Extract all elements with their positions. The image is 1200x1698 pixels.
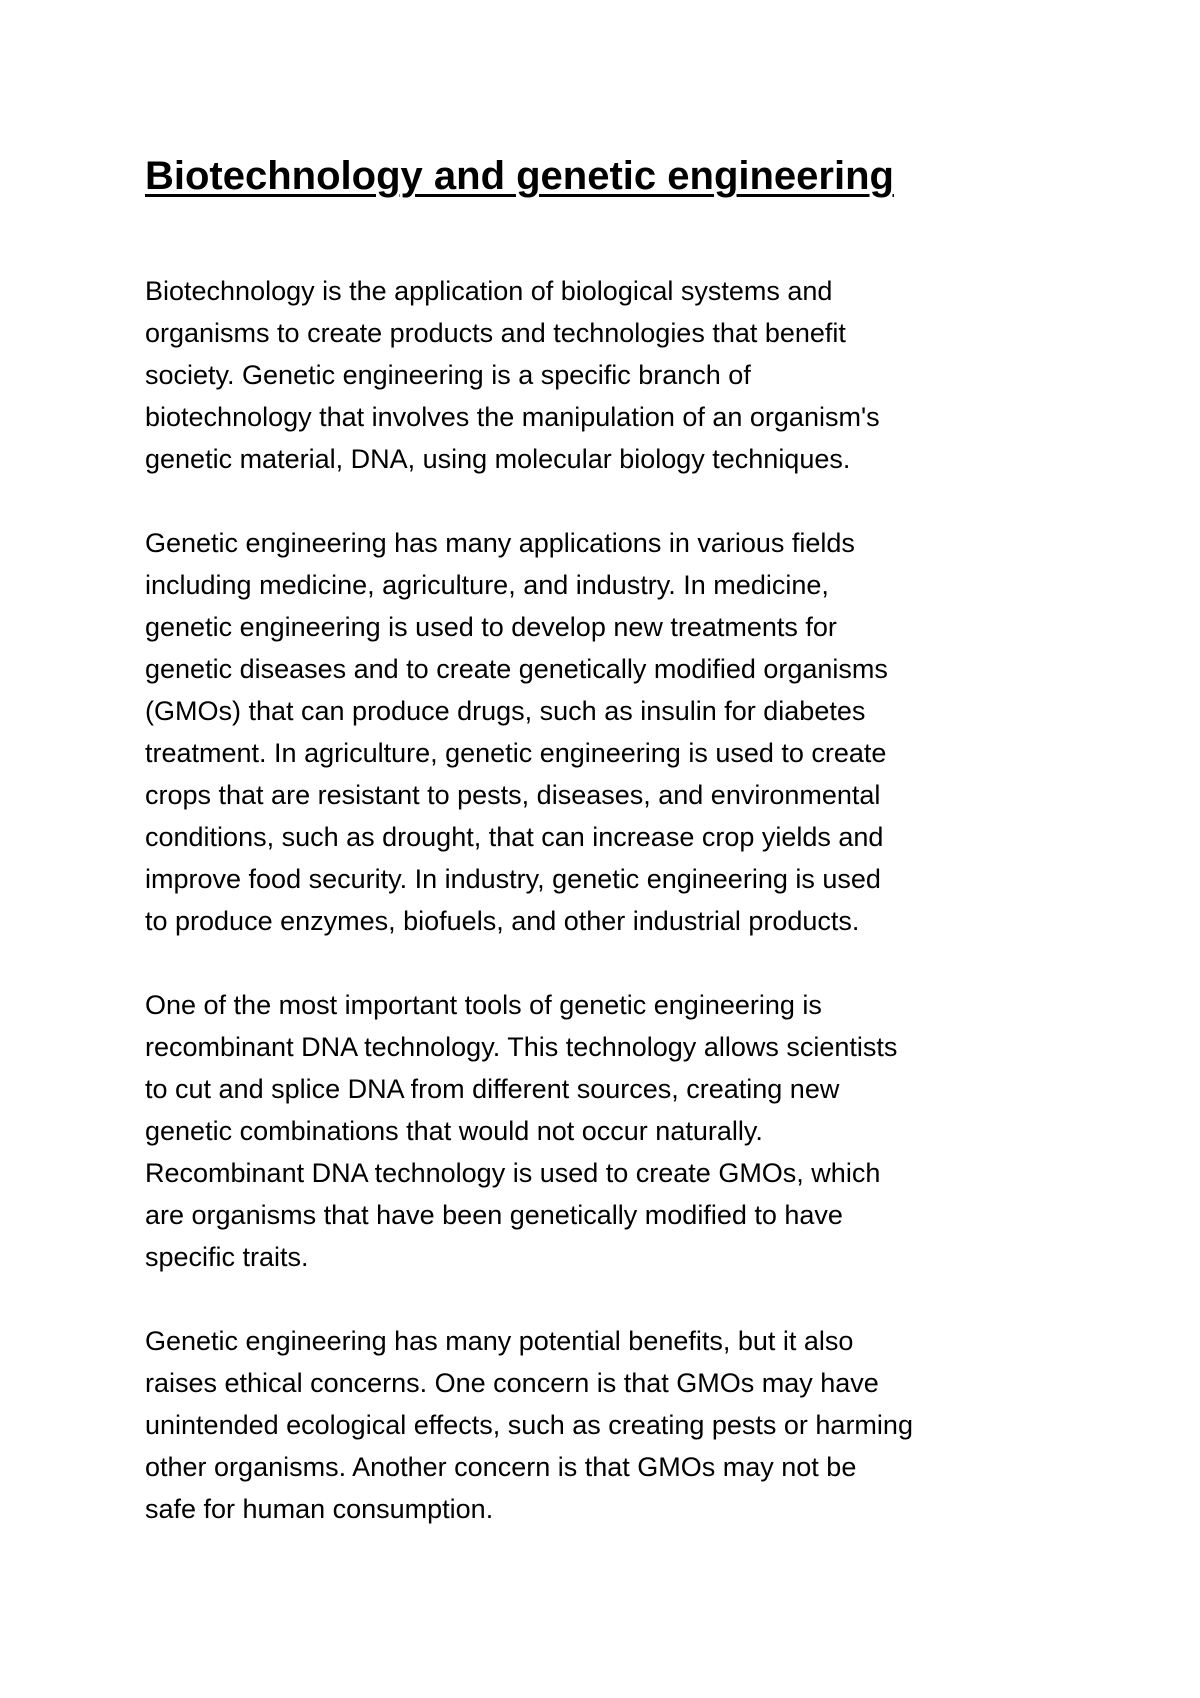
text-line: genetic diseases and to create genetically modified organisms	[145, 654, 888, 684]
text-line: safe for human consumption.	[145, 1494, 494, 1524]
text-line: are organisms that have been genetically modified to have	[145, 1200, 843, 1230]
text-line: genetic material, DNA, using molecular biology techniques.	[145, 444, 851, 474]
document-title: Biotechnology and genetic engineering	[145, 154, 894, 198]
text-line: including medicine, agriculture, and industry. In medicine,	[145, 570, 829, 600]
text-line: specific traits.	[145, 1242, 309, 1272]
text-line: other organisms. Another concern is that GMOs may not be	[145, 1452, 857, 1482]
text-line: genetic combinations that would not occur naturally.	[145, 1116, 763, 1146]
text-line: to produce enzymes, biofuels, and other industrial products.	[145, 906, 860, 936]
text-line: Genetic engineering has many potential benefits, but it also	[145, 1326, 854, 1356]
text-line: raises ethical concerns. One concern is that GMOs may have	[145, 1368, 879, 1398]
text-line: Recombinant DNA technology is used to create GMOs, which	[145, 1158, 881, 1188]
text-line: organisms to create products and technologies that benefit	[145, 318, 846, 348]
text-line: biotechnology that involves the manipulation of an organism's	[145, 402, 880, 432]
text-line: recombinant DNA technology. This technology allows scientists	[145, 1032, 898, 1062]
paragraph-intro	[145, 270, 1075, 480]
text-line: society. Genetic engineering is a specific branch of	[145, 360, 751, 390]
text-line: Biotechnology is the application of biological systems and	[145, 276, 833, 306]
text-line: conditions, such as drought, that can increase crop yields and	[145, 822, 884, 852]
text-line: crops that are resistant to pests, diseases, and environmental	[145, 780, 881, 810]
text-line: genetic engineering is used to develop new treatments for	[145, 612, 837, 642]
text-line: improve food security. In industry, genetic engineering is used	[145, 864, 881, 894]
paragraph-ethical-concerns	[145, 1320, 1075, 1530]
text-line: (GMOs) that can produce drugs, such as insulin for diabetes	[145, 696, 866, 726]
text-line: to cut and splice DNA from different sources, creating new	[145, 1074, 840, 1104]
paragraph-recombinant-dna	[145, 984, 1075, 1278]
document-body	[145, 270, 1075, 1572]
text-line: unintended ecological effects, such as creating pests or harming	[145, 1410, 913, 1440]
paragraph-applications	[145, 522, 1075, 942]
text-line: treatment. In agriculture, genetic engineering is used to create	[145, 738, 887, 768]
text-line: Genetic engineering has many applications in various fields	[145, 528, 855, 558]
text-line: One of the most important tools of genetic engineering is	[145, 990, 822, 1020]
